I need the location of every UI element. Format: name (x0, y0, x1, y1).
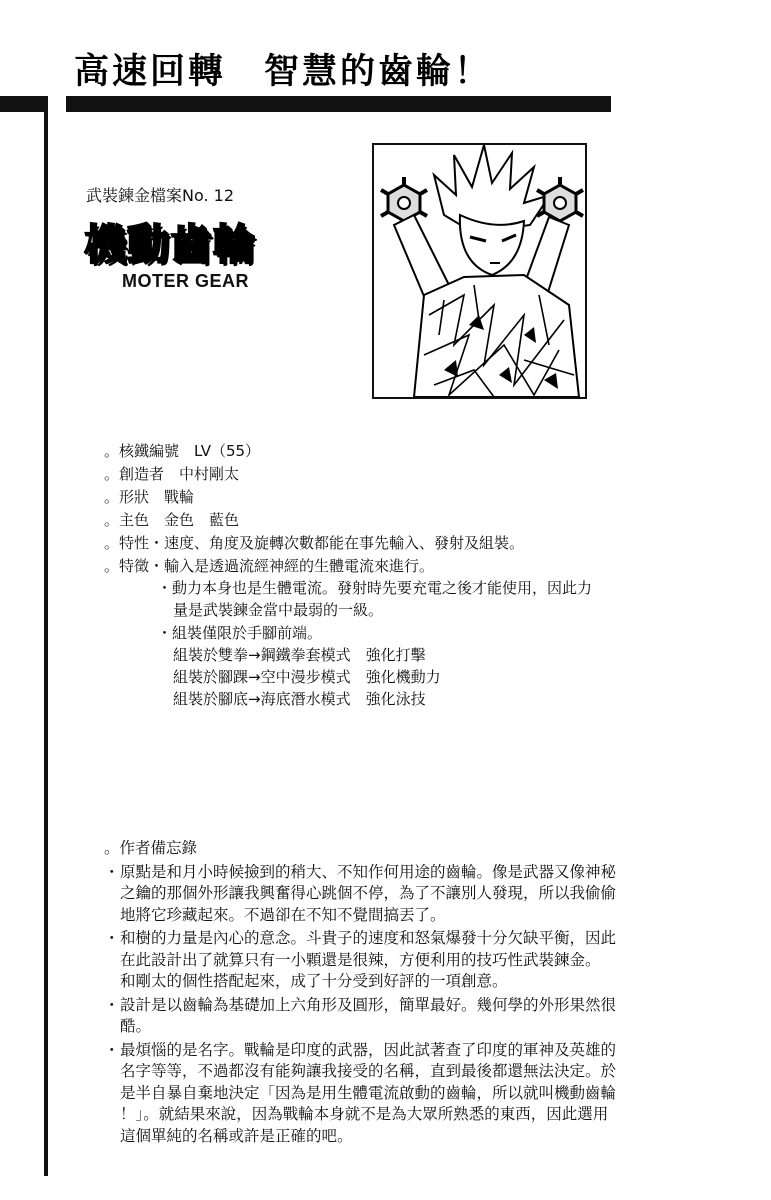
memo-line: ！」。就結果來說，因為戰輪本身就不是為大眾所熟悉的東西，因此選用 (120, 1105, 609, 1123)
left-margin-tab (0, 96, 44, 112)
spec-main-color: 。主色 金色 藍色 (104, 511, 240, 529)
memo-line: 和剛太的個性搭配起來，成了十分受到好評的一項創意。 (120, 972, 508, 990)
memo-bullet: ・ (104, 1040, 120, 1059)
spec-mode-ankle: 組裝於腳踝→空中漫步模式 強化機動力 (173, 668, 441, 686)
memo-line: 原點是和月小時候撿到的稍大、不知作何用途的齒輪。像是武器又像神秘 (120, 862, 617, 881)
memo-line: 和樹的力量是內心的意念。斗貴子的速度和怒氣爆發十分欠缺平衡，因此 (120, 929, 617, 947)
spec-feature-power-cont: 量是武裝鍊金當中最弱的一級。 (173, 601, 384, 619)
spec-shape: 。形狀 戰輪 (104, 488, 195, 506)
memo-line: 酷。 (120, 1017, 152, 1035)
memo-heading: 。作者備忘錄 (104, 839, 198, 857)
spec-feature: 。特徵・輸入是透過流經神經的生體電流來進行。 (104, 557, 435, 575)
memo-item (104, 862, 704, 927)
memo-item (104, 995, 704, 1038)
spec-property: 。特性・速度、角度及旋轉次數都能在事先輸入、發射及組裝。 (104, 534, 525, 552)
hair-spikes (434, 145, 550, 233)
spec-core-number: 。核鐵編號 LV（55） (104, 442, 261, 460)
memo-item (104, 928, 704, 993)
memo-line: 最煩惱的是名字。戰輪是印度的武器，因此試著查了印度的軍神及英雄的 (120, 1040, 617, 1059)
weapon-name-english: MOTER GEAR (122, 271, 250, 291)
left-margin-rule (44, 96, 48, 1176)
memo-bullet: ・ (104, 929, 120, 947)
character-drawing (374, 145, 585, 397)
spec-mode-sole: 組裝於腳底→海底潛水模式 強化泳技 (173, 690, 426, 708)
character-illustration (372, 143, 587, 399)
memo-line: 設計是以齒輪為基礎加上六角形及圓形，簡單最好。幾何學的外形果然很 (120, 995, 617, 1014)
memo-line: 是半自暴自棄地決定「因為是用生體電流啟動的齒輪，所以就叫機動齒輪 (120, 1083, 617, 1102)
spec-feature-assembly: ・組裝僅限於手腳前端。 (157, 624, 323, 642)
memo-item (104, 1040, 704, 1148)
file-number-label: 武裝鍊金檔案No. 12 (86, 186, 235, 205)
memo-line: 在此設計出了就算只有一小顆還是很辣，方便利用的技巧性武裝鍊金。 (120, 950, 601, 969)
spec-mode-fist: 組裝於雙拳→鋼鐵拳套模式 強化打擊 (173, 646, 426, 664)
memo-line: 之鑰的那個外形讓我興奮得心跳個不停，為了不讓別人發現，所以我偷偷 (120, 884, 617, 902)
spec-creator: 。創造者 中村剛太 (104, 465, 240, 483)
weapon-name-heading: 機動齒輪 (84, 220, 257, 269)
title-underline-bar (66, 96, 611, 112)
memo-bullet: ・ (104, 862, 120, 881)
memo-bullet: ・ (104, 995, 120, 1014)
page-title: 高速回轉 智慧的齒輪！ (74, 51, 493, 92)
face (460, 215, 524, 275)
spec-feature-power: ・動力本身也是生體電流。發射時先要充電之後才能使用，因此力 (157, 579, 593, 597)
memo-line: 這個單純的名稱或許是正確的吧。 (120, 1126, 353, 1145)
memo-line: 地將它珍藏起來。不過卻在不知不覺間搞丟了。 (120, 905, 446, 924)
author-memo (104, 838, 704, 1149)
memo-line: 名字等等，不過都沒有能夠讓我接受的名稱，直到最後都還無法決定。於 (120, 1062, 617, 1080)
